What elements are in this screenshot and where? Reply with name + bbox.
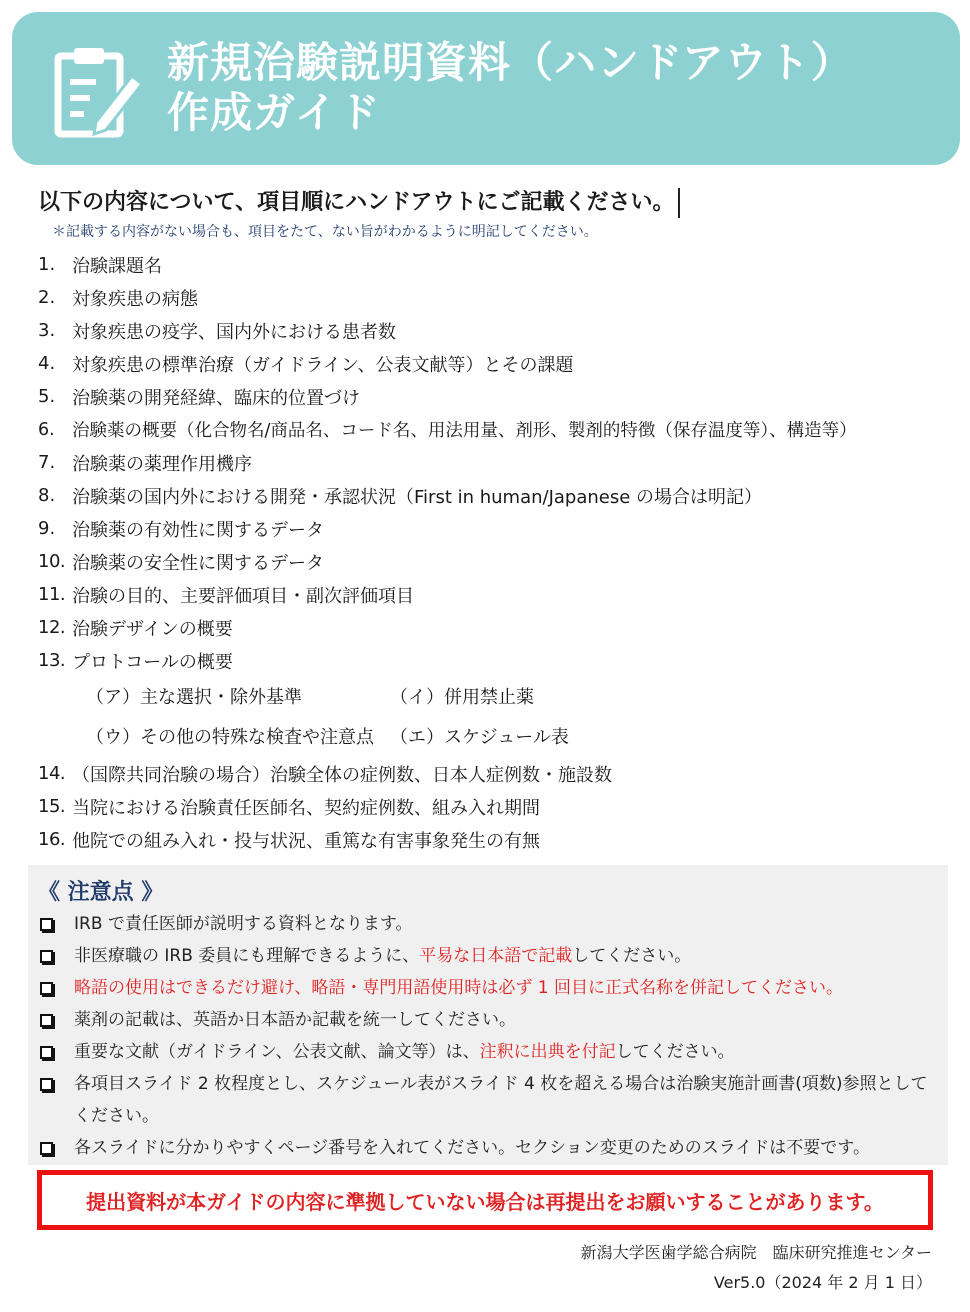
list-item: 7. 治験薬の薬理作用機序	[38, 452, 252, 475]
list-item: 11. 治験の目的、主要評価項目・副次評価項目	[38, 584, 414, 607]
note-item: 薬剤の記載は、英語か日本語か記載を統一してください。	[38, 1004, 938, 1036]
text-cursor	[678, 188, 680, 218]
checkbox-icon	[40, 1078, 53, 1091]
subitem-a: （ア）主な選択・除外基準	[86, 687, 302, 708]
subitem-u: （ウ）その他の特殊な検査や注意点	[86, 727, 374, 748]
intro-section	[38, 185, 680, 240]
subitem-i: （イ）併用禁止薬	[390, 687, 534, 708]
list-item: 8. 治験薬の国内外における開発・承認状況（First in human/Japanese の場合は明記）	[38, 485, 763, 508]
list-item: 14. （国際共同治験の場合）治験全体の症例数、日本人症例数・施設数	[38, 763, 612, 786]
subitem-e: （エ）スケジュール表	[390, 727, 569, 748]
clipboard-pencil-icon	[52, 42, 144, 142]
list-item: 16. 他院での組み入れ・投与状況、重篤な有害事象発生の有無	[38, 829, 540, 852]
list-item: 4. 対象疾患の標準治療（ガイドライン、公表文献等）とその課題	[38, 353, 574, 376]
notes-panel	[28, 865, 948, 1165]
note-item: 略語の使用はできるだけ避け、略語・専門用語使用時は必ず 1 回目に正式名称を併記してください。	[38, 972, 938, 1004]
header-banner	[12, 12, 960, 165]
page-title-line1: 新規治験説明資料（ハンドアウト）	[167, 38, 854, 87]
note-item: 各項目スライド 2 枚程度とし、スケジュール表がスライド 4 枚を超える場合は治験実施計画書(項数)参照としてください。	[38, 1068, 938, 1132]
note-item: 重要な文献（ガイドライン、公表文献、論文等）は、注釈に出典を付記してください。	[38, 1036, 938, 1068]
note-item: 非医療職の IRB 委員にも理解できるように、平易な日本語で記載してください。	[38, 940, 938, 972]
protocol-subitems	[38, 677, 948, 757]
list-item: 13. プロトコールの概要	[38, 650, 233, 673]
list-item: 9. 治験薬の有効性に関するデータ	[38, 518, 324, 541]
footer-version: Ver5.0（2024 年 2 月 1 日）	[713, 1273, 932, 1292]
notes-title: 《 注意点 》	[38, 880, 164, 905]
list-item: 5. 治験薬の開発経緯、臨床的位置づけ	[38, 386, 360, 409]
note-item: 各スライドに分かりやすくページ番号を入れてください。セクション変更のためのスライドは不要です。	[38, 1132, 938, 1164]
list-item: 1. 治験課題名	[38, 254, 162, 277]
page-title	[167, 38, 854, 138]
list-item: 15. 当院における治験責任医師名、契約症例数、組み入れ期間	[38, 796, 540, 819]
note-item: IRB で責任医師が説明する資料となります。	[38, 908, 938, 940]
notes-list	[38, 908, 938, 1164]
footer-organization: 新潟大学医歯学総合病院 臨床研究推進センター	[580, 1243, 932, 1262]
page-title-line2: 作成ガイド	[167, 88, 381, 137]
list-item: 2. 対象疾患の病態	[38, 287, 198, 310]
checkbox-icon	[40, 1014, 53, 1027]
intro-note: ＊記載する内容がない場合も、項目をたて、ない旨がわかるように明記してください。	[52, 224, 598, 240]
list-item: 3. 対象疾患の疫学、国内外における患者数	[38, 320, 396, 343]
checkbox-icon	[40, 918, 53, 931]
checkbox-icon	[40, 950, 53, 963]
list-item: 12. 治験デザインの概要	[38, 617, 233, 640]
checkbox-icon	[40, 1046, 53, 1059]
list-item: 6. 治験薬の概要（化合物名/商品名、コード名、用法用量、剤形、製剤的特徴（保存温度等）、構造等）	[38, 419, 857, 441]
list-item: 10. 治験薬の安全性に関するデータ	[38, 551, 324, 574]
intro-heading: 以下の内容について、項目順にハンドアウトにご記載ください。	[38, 185, 680, 218]
checkbox-icon	[40, 1142, 53, 1155]
checkbox-icon	[40, 982, 53, 995]
item-list	[38, 248, 948, 856]
resubmission-warning: 提出資料が本ガイドの内容に準拠していない場合は再提出をお願いすることがあります。	[37, 1170, 933, 1230]
